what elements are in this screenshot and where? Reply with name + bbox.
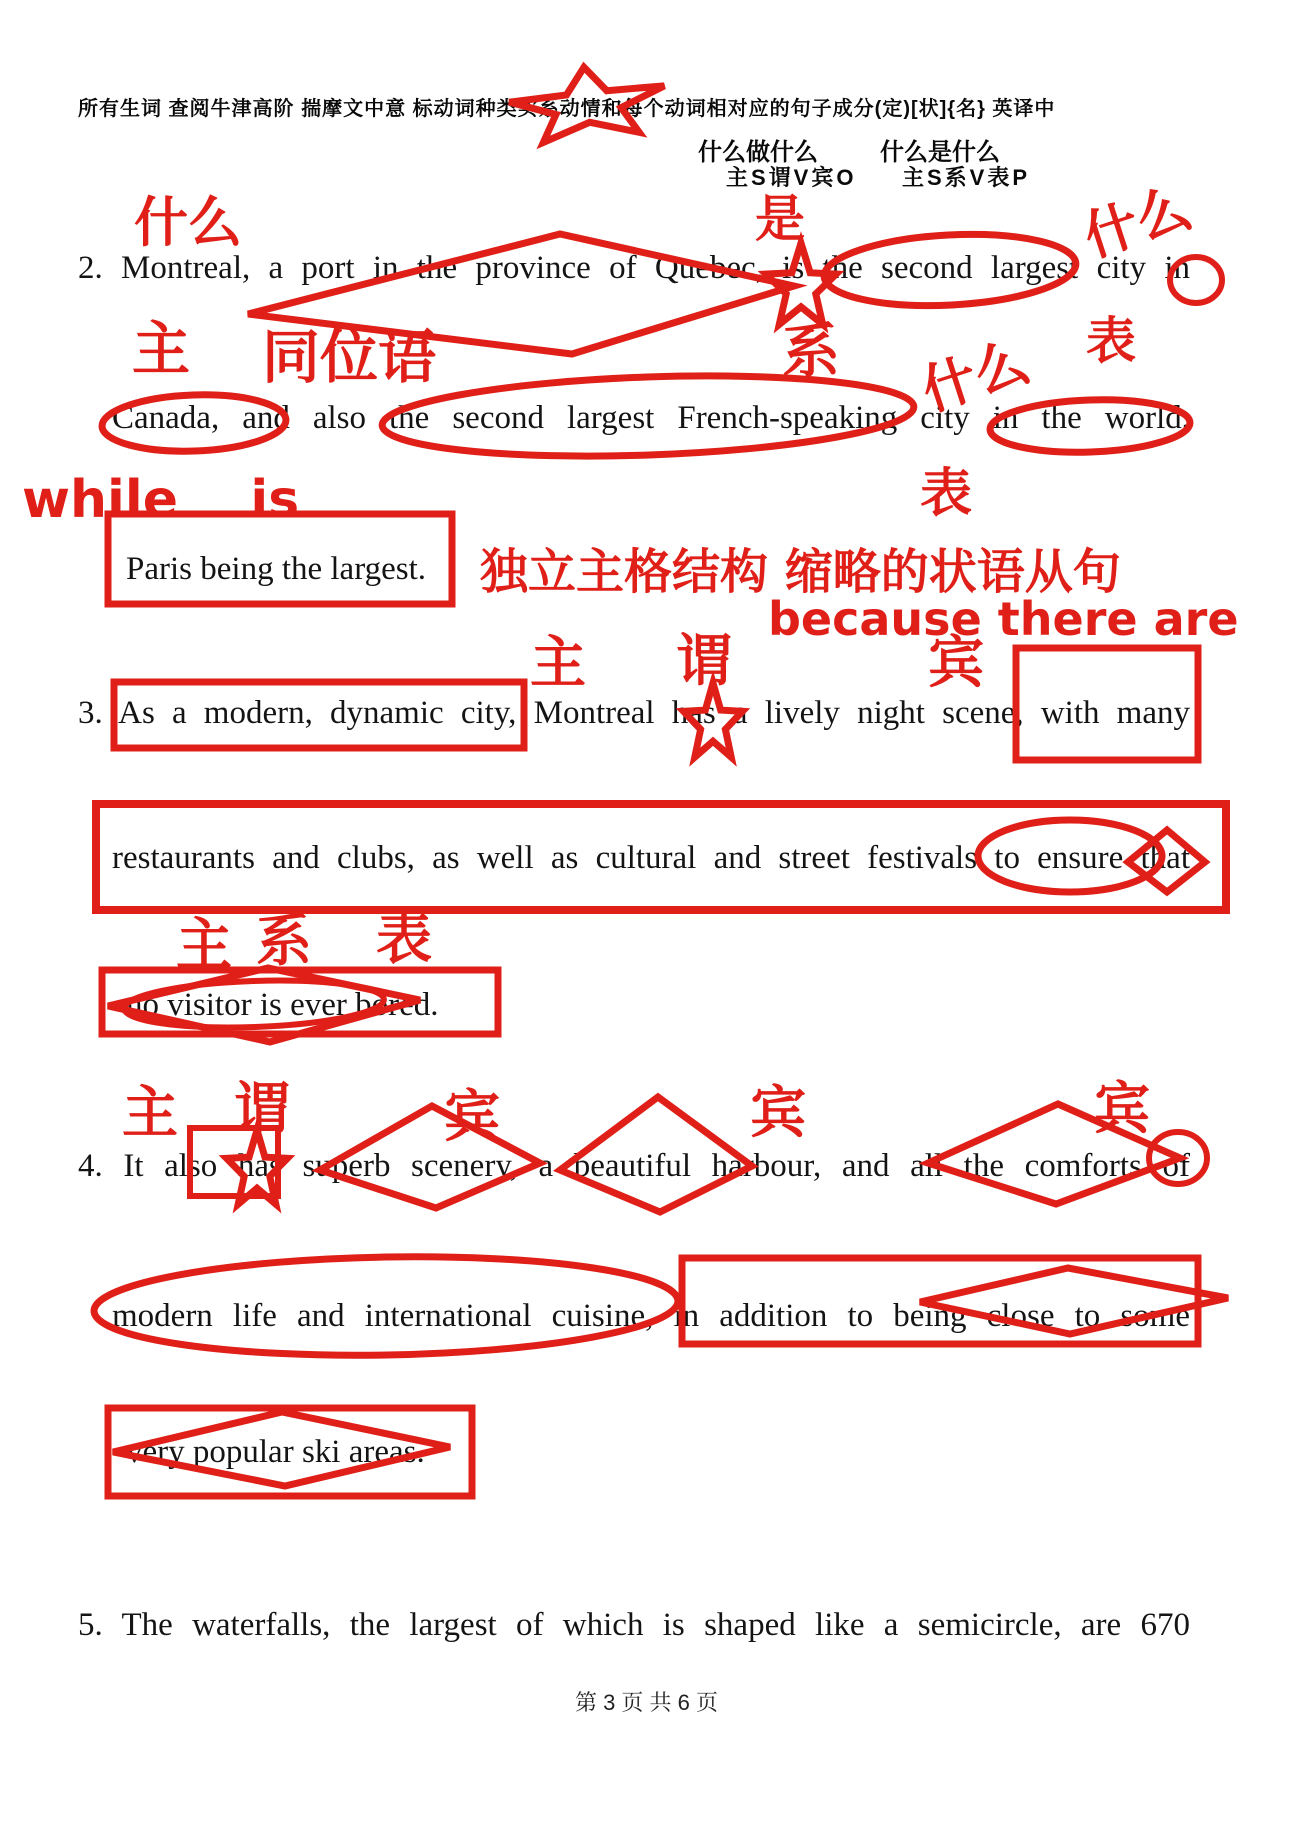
label-predicate-s3: 谓 — [676, 629, 732, 694]
sentence-4-line-1: 4. It also has superb scenery, a beautiful harbour, and all the comforts of — [78, 1148, 1190, 1184]
label-predicative-2: 表 — [920, 464, 973, 524]
label-what-subject: 什么 — [134, 191, 242, 254]
label-subject-s4: 主 — [122, 1081, 178, 1146]
label-linking-verb-s3: 系 — [256, 909, 312, 974]
label-what-predicative: 什么 — [1076, 175, 1199, 270]
label-predicative-1: 表 — [1086, 312, 1136, 370]
sentence-5-line-1: 5. The waterfalls, the largest of which is shaped like a semicircle, are 670 — [78, 1607, 1190, 1643]
label-subject-s2: 主 — [132, 315, 191, 383]
header-pattern-be: 什么是什么 — [880, 139, 1000, 166]
sentence-4-line-2: modern life and international cuisine, in addition to being close to some — [112, 1298, 1190, 1334]
label-shi: 是 — [755, 190, 805, 248]
label-predicate-s4: 谓 — [234, 1077, 290, 1142]
header-instructions: 所有生词 查阅牛津高阶 揣摩文中意 标动词种类实系动情和每个动词相对应的句子成分(定)[状]{名} 英译中 — [78, 98, 1056, 120]
sentence-3-line-2: restaurants and clubs, as well as cultural and street festivals to ensure that — [112, 840, 1190, 876]
label-object-3-s4: 宾 — [1094, 1077, 1150, 1142]
sentence-2-line-2: Canada, and also the second largest French-speaking city in the world, — [112, 400, 1190, 436]
label-predicative-s3: 表 — [376, 907, 432, 972]
label-absolute-construction: 独立主格结构 缩略的状语从句 — [480, 544, 1121, 600]
label-appositive: 同位语 — [262, 323, 437, 391]
header-formula-svp: 主S系V表P — [902, 165, 1031, 190]
label-object-2-s4: 宾 — [750, 1081, 806, 1146]
sentence-2-line-3: Paris being the largest. — [126, 551, 426, 587]
label-subject-s3: 主 — [530, 631, 586, 696]
sentence-2-line-1: 2. Montreal, a port in the province of Quebec, is the second largest city in — [78, 250, 1190, 286]
label-linking-verb-s2: 系 — [782, 317, 841, 385]
label-while-is: while is — [22, 470, 300, 530]
label-because-there-are: because there are — [768, 592, 1239, 646]
label-object-1-s4: 宾 — [444, 1085, 500, 1150]
header-formula-svo: 主S谓V宾O — [726, 165, 857, 190]
label-object-s3: 宾 — [928, 631, 984, 696]
sentence-3-line-1: 3. As a modern, dynamic city, Montreal has a lively night scene, with many — [78, 695, 1190, 731]
sentence-3-line-3: no visitor is ever bored. — [126, 987, 439, 1023]
header-pattern-do: 什么做什么 — [698, 139, 818, 166]
sentence-4-line-3: very popular ski areas. — [126, 1434, 425, 1470]
label-subject-s3-clause: 主 — [176, 913, 232, 978]
page-number-footer: 第 3 页 共 6 页 — [574, 1690, 719, 1715]
label-what-world: 什么 — [914, 329, 1037, 424]
